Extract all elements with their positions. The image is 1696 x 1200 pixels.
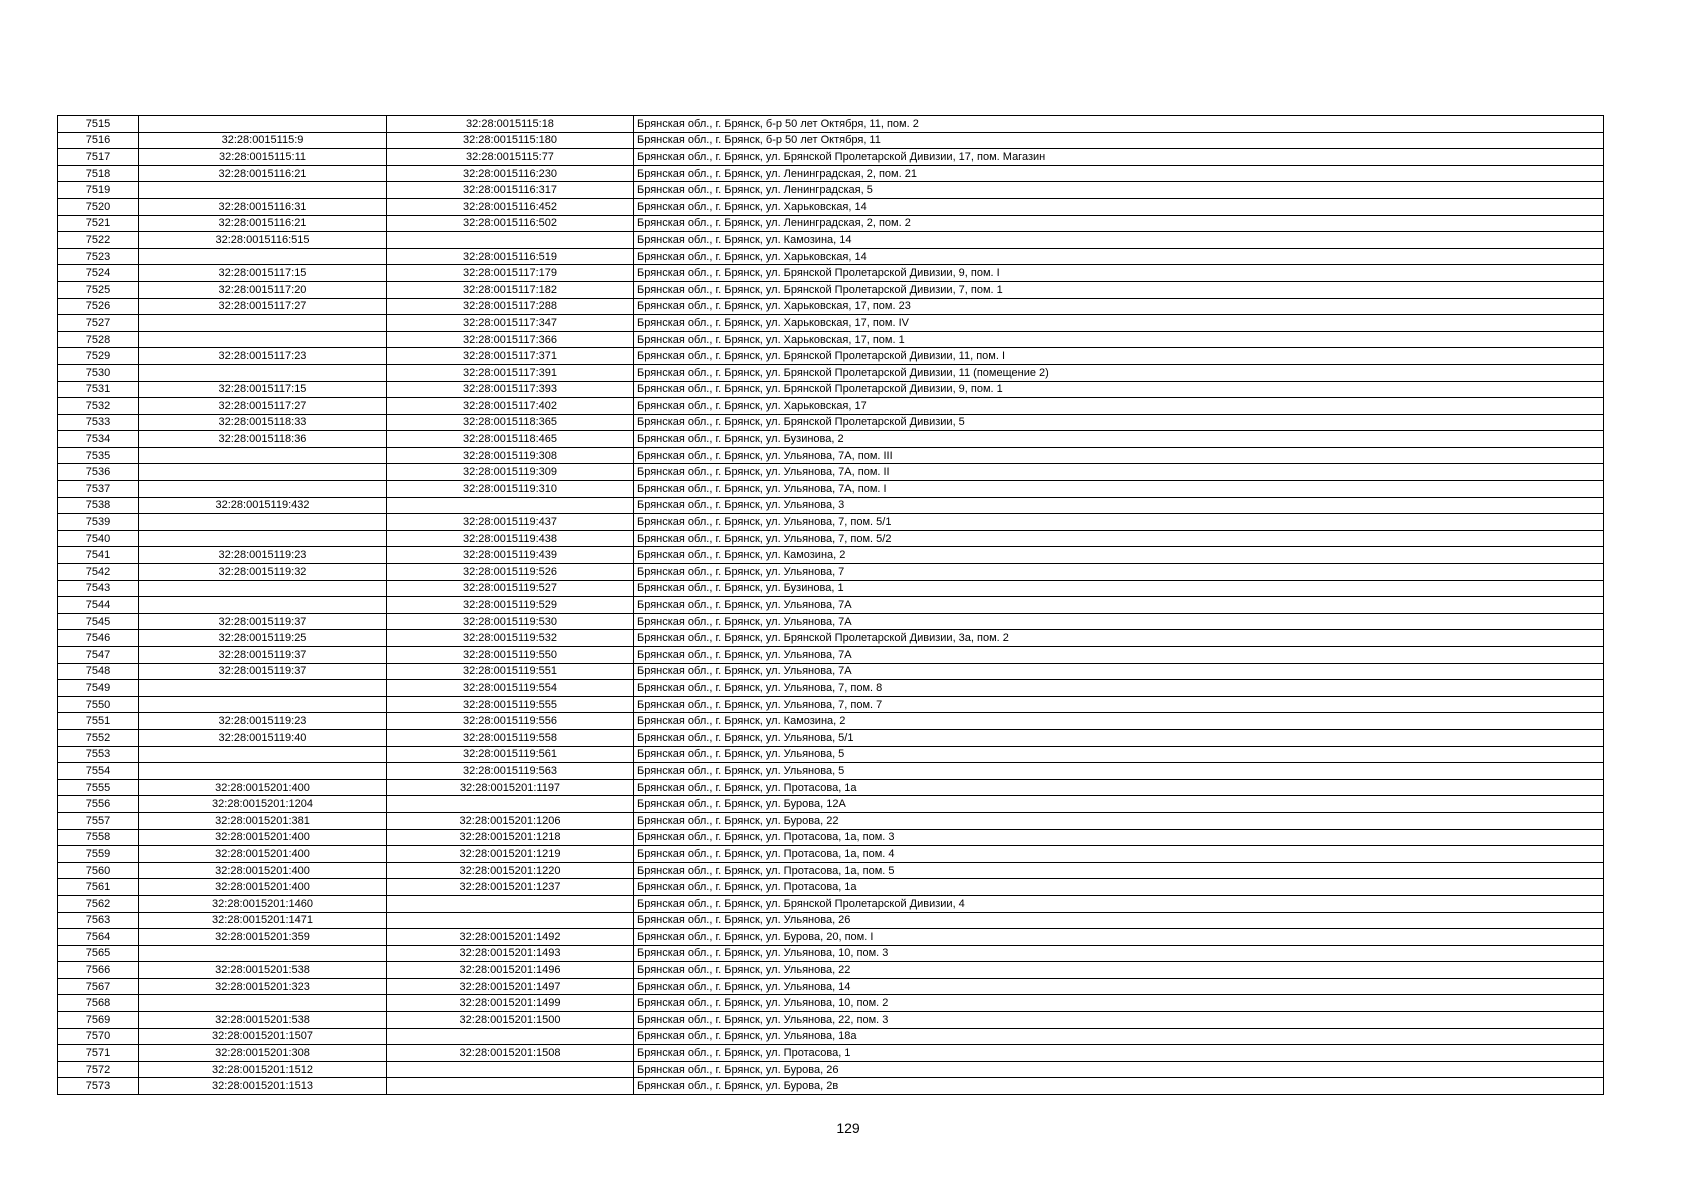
row-number-cell: 7527 xyxy=(58,315,139,332)
table-row xyxy=(58,746,1604,763)
parent-cadastral-number-cell: 32:28:0015119:37 xyxy=(139,613,387,630)
parent-cadastral-number-cell: 32:28:0015119:32 xyxy=(139,564,387,581)
row-number-cell: 7556 xyxy=(58,796,139,813)
parent-cadastral-number-cell xyxy=(139,696,387,713)
address-cell: Брянская обл., г. Брянск, ул. Ульянова, 7А xyxy=(634,663,1604,680)
address-cell: Брянская обл., г. Брянск, ул. Протасова, 1а, пом. 3 xyxy=(634,829,1604,846)
cadastral-number-cell: 32:28:0015116:230 xyxy=(387,165,634,182)
cadastral-number-cell: 32:28:0015117:366 xyxy=(387,331,634,348)
cadastral-number-cell: 32:28:0015201:1508 xyxy=(387,1045,634,1062)
row-number-cell: 7565 xyxy=(58,945,139,962)
parent-cadastral-number-cell: 32:28:0015116:515 xyxy=(139,232,387,249)
table-row xyxy=(58,497,1604,514)
parent-cadastral-number-cell: 32:28:0015119:37 xyxy=(139,663,387,680)
cadastral-number-cell: 32:28:0015119:556 xyxy=(387,713,634,730)
address-cell: Брянская обл., г. Брянск, ул. Бурова, 26 xyxy=(634,1061,1604,1078)
table-row xyxy=(58,647,1604,664)
row-number-cell: 7517 xyxy=(58,149,139,166)
row-number-cell: 7532 xyxy=(58,398,139,415)
cadastral-number-cell xyxy=(387,497,634,514)
row-number-cell: 7528 xyxy=(58,331,139,348)
cadastral-number-cell: 32:28:0015201:1220 xyxy=(387,862,634,879)
cadastral-number-cell: 32:28:0015119:551 xyxy=(387,663,634,680)
table-row xyxy=(58,597,1604,614)
parent-cadastral-number-cell: 32:28:0015201:308 xyxy=(139,1045,387,1062)
address-cell: Брянская обл., г. Брянск, ул. Харьковская, 14 xyxy=(634,248,1604,265)
row-number-cell: 7547 xyxy=(58,647,139,664)
cadastral-number-cell: 32:28:0015115:77 xyxy=(387,149,634,166)
cadastral-number-cell: 32:28:0015201:1496 xyxy=(387,962,634,979)
parent-cadastral-number-cell: 32:28:0015201:1513 xyxy=(139,1078,387,1095)
address-cell: Брянская обл., г. Брянск, ул. Протасова, 1а, пом. 4 xyxy=(634,846,1604,863)
row-number-cell: 7564 xyxy=(58,929,139,946)
cadastral-number-cell: 32:28:0015117:393 xyxy=(387,381,634,398)
cadastral-number-cell: 32:28:0015119:527 xyxy=(387,580,634,597)
cadastral-number-cell: 32:28:0015201:1499 xyxy=(387,995,634,1012)
parent-cadastral-number-cell: 32:28:0015201:1204 xyxy=(139,796,387,813)
cadastral-number-cell xyxy=(387,232,634,249)
table-row xyxy=(58,331,1604,348)
table-row xyxy=(58,1061,1604,1078)
row-number-cell: 7570 xyxy=(58,1028,139,1045)
cadastral-number-cell: 32:28:0015201:1237 xyxy=(387,879,634,896)
parent-cadastral-number-cell: 32:28:0015117:23 xyxy=(139,348,387,365)
row-number-cell: 7572 xyxy=(58,1061,139,1078)
row-number-cell: 7554 xyxy=(58,763,139,780)
table-row xyxy=(58,829,1604,846)
row-number-cell: 7559 xyxy=(58,846,139,863)
address-cell: Брянская обл., г. Брянск, ул. Брянской Пролетарской Дивизии, 11 (помещение 2) xyxy=(634,364,1604,381)
address-cell: Брянская обл., г. Брянск, ул. Ульянова, 22 xyxy=(634,962,1604,979)
address-cell: Брянская обл., г. Брянск, ул. Камозина, 14 xyxy=(634,232,1604,249)
address-cell: Брянская обл., г. Брянск, б-р 50 лет Октября, 11, пом. 2 xyxy=(634,116,1604,133)
row-number-cell: 7552 xyxy=(58,729,139,746)
cadastral-number-cell xyxy=(387,1078,634,1095)
table-row xyxy=(58,1012,1604,1029)
row-number-cell: 7529 xyxy=(58,348,139,365)
address-cell: Брянская обл., г. Брянск, ул. Ульянова, 7А, пом. II xyxy=(634,464,1604,481)
cadastral-number-cell: 32:28:0015119:558 xyxy=(387,729,634,746)
table-row xyxy=(58,182,1604,199)
table-row xyxy=(58,630,1604,647)
row-number-cell: 7544 xyxy=(58,597,139,614)
cadastral-number-cell: 32:28:0015119:529 xyxy=(387,597,634,614)
parent-cadastral-number-cell: 32:28:0015119:37 xyxy=(139,647,387,664)
address-cell: Брянская обл., г. Брянск, ул. Брянской Пролетарской Дивизии, 9, пом. 1 xyxy=(634,381,1604,398)
cadastral-number-cell: 32:28:0015119:561 xyxy=(387,746,634,763)
parent-cadastral-number-cell xyxy=(139,746,387,763)
parent-cadastral-number-cell: 32:28:0015116:31 xyxy=(139,198,387,215)
row-number-cell: 7568 xyxy=(58,995,139,1012)
address-cell: Брянская обл., г. Брянск, ул. Харьковская, 17, пом. IV xyxy=(634,315,1604,332)
address-cell: Брянская обл., г. Брянск, ул. Ленинградская, 2, пом. 21 xyxy=(634,165,1604,182)
parent-cadastral-number-cell: 32:28:0015201:1507 xyxy=(139,1028,387,1045)
cadastral-number-cell: 32:28:0015117:182 xyxy=(387,281,634,298)
row-number-cell: 7563 xyxy=(58,912,139,929)
table-row xyxy=(58,895,1604,912)
cadastral-number-cell: 32:28:0015115:180 xyxy=(387,132,634,149)
parent-cadastral-number-cell: 32:28:0015201:538 xyxy=(139,1012,387,1029)
address-cell: Брянская обл., г. Брянск, ул. Ульянова, 22, пом. 3 xyxy=(634,1012,1604,1029)
address-cell: Брянская обл., г. Брянск, ул. Ленинградская, 2, пом. 2 xyxy=(634,215,1604,232)
parent-cadastral-number-cell: 32:28:0015118:36 xyxy=(139,431,387,448)
parent-cadastral-number-cell xyxy=(139,580,387,597)
cadastral-number-cell: 32:28:0015117:347 xyxy=(387,315,634,332)
cadastral-number-cell: 32:28:0015119:308 xyxy=(387,447,634,464)
row-number-cell: 7519 xyxy=(58,182,139,199)
parent-cadastral-number-cell: 32:28:0015117:27 xyxy=(139,298,387,315)
table-row xyxy=(58,414,1604,431)
table-row xyxy=(58,530,1604,547)
table-row xyxy=(58,912,1604,929)
row-number-cell: 7523 xyxy=(58,248,139,265)
table-row xyxy=(58,613,1604,630)
cadastral-number-cell: 32:28:0015119:563 xyxy=(387,763,634,780)
table-row xyxy=(58,846,1604,863)
parent-cadastral-number-cell xyxy=(139,763,387,780)
row-number-cell: 7567 xyxy=(58,978,139,995)
parent-cadastral-number-cell xyxy=(139,481,387,498)
table-row xyxy=(58,862,1604,879)
parent-cadastral-number-cell: 32:28:0015201:400 xyxy=(139,879,387,896)
row-number-cell: 7525 xyxy=(58,281,139,298)
cadastral-number-cell: 32:28:0015117:391 xyxy=(387,364,634,381)
address-cell: Брянская обл., г. Брянск, ул. Бурова, 22 xyxy=(634,812,1604,829)
address-cell: Брянская обл., г. Брянск, ул. Бурова, 12А xyxy=(634,796,1604,813)
cadastral-number-cell: 32:28:0015119:310 xyxy=(387,481,634,498)
cadastral-number-cell: 32:28:0015116:452 xyxy=(387,198,634,215)
row-number-cell: 7518 xyxy=(58,165,139,182)
table-row xyxy=(58,116,1604,133)
address-cell: Брянская обл., г. Брянск, ул. Ульянова, 5/1 xyxy=(634,729,1604,746)
table-row xyxy=(58,464,1604,481)
cadastral-number-cell: 32:28:0015201:1493 xyxy=(387,945,634,962)
parent-cadastral-number-cell xyxy=(139,464,387,481)
parent-cadastral-number-cell xyxy=(139,182,387,199)
parent-cadastral-number-cell: 32:28:0015119:432 xyxy=(139,497,387,514)
address-cell: Брянская обл., г. Брянск, ул. Ульянова, 7, пом. 5/2 xyxy=(634,530,1604,547)
table-row xyxy=(58,564,1604,581)
table-row xyxy=(58,298,1604,315)
address-cell: Брянская обл., г. Брянск, ул. Ульянова, 10, пом. 2 xyxy=(634,995,1604,1012)
parent-cadastral-number-cell: 32:28:0015119:23 xyxy=(139,547,387,564)
cadastral-number-cell: 32:28:0015116:317 xyxy=(387,182,634,199)
address-cell: Брянская обл., г. Брянск, ул. Ульянова, 7, пом. 7 xyxy=(634,696,1604,713)
address-cell: Брянская обл., г. Брянск, ул. Брянской Пролетарской Дивизии, 5 xyxy=(634,414,1604,431)
cadastral-number-cell: 32:28:0015201:1197 xyxy=(387,779,634,796)
parent-cadastral-number-cell: 32:28:0015201:1471 xyxy=(139,912,387,929)
table-row xyxy=(58,696,1604,713)
table-row xyxy=(58,978,1604,995)
row-number-cell: 7540 xyxy=(58,530,139,547)
parent-cadastral-number-cell xyxy=(139,995,387,1012)
row-number-cell: 7569 xyxy=(58,1012,139,1029)
parent-cadastral-number-cell: 32:28:0015119:23 xyxy=(139,713,387,730)
cadastral-number-cell: 32:28:0015118:365 xyxy=(387,414,634,431)
row-number-cell: 7550 xyxy=(58,696,139,713)
row-number-cell: 7538 xyxy=(58,497,139,514)
cadastral-number-cell xyxy=(387,895,634,912)
parent-cadastral-number-cell: 32:28:0015117:27 xyxy=(139,398,387,415)
parent-cadastral-number-cell: 32:28:0015118:33 xyxy=(139,414,387,431)
cadastral-number-cell: 32:28:0015119:309 xyxy=(387,464,634,481)
table-row xyxy=(58,663,1604,680)
address-cell: Брянская обл., г. Брянск, ул. Брянской Пролетарской Дивизии, 7, пом. 1 xyxy=(634,281,1604,298)
address-cell: Брянская обл., г. Брянск, ул. Брянской Пролетарской Дивизии, 4 xyxy=(634,895,1604,912)
address-cell: Брянская обл., г. Брянск, ул. Харьковская, 17 xyxy=(634,398,1604,415)
address-cell: Брянская обл., г. Брянск, ул. Ленинградская, 5 xyxy=(634,182,1604,199)
page-number: 129 xyxy=(836,1120,860,1136)
table-row xyxy=(58,1045,1604,1062)
address-cell: Брянская обл., г. Брянск, ул. Бурова, 2в xyxy=(634,1078,1604,1095)
table-row xyxy=(58,132,1604,149)
table-row xyxy=(58,680,1604,697)
row-number-cell: 7562 xyxy=(58,895,139,912)
address-cell: Брянская обл., г. Брянск, б-р 50 лет Октября, 11 xyxy=(634,132,1604,149)
cadastral-number-cell: 32:28:0015119:550 xyxy=(387,647,634,664)
parent-cadastral-number-cell: 32:28:0015119:25 xyxy=(139,630,387,647)
row-number-cell: 7524 xyxy=(58,265,139,282)
parent-cadastral-number-cell xyxy=(139,597,387,614)
cadastral-number-cell: 32:28:0015201:1497 xyxy=(387,978,634,995)
table-row xyxy=(58,763,1604,780)
cadastral-number-cell: 32:28:0015116:519 xyxy=(387,248,634,265)
cadastral-number-cell: 32:28:0015201:1219 xyxy=(387,846,634,863)
row-number-cell: 7542 xyxy=(58,564,139,581)
table-row xyxy=(58,447,1604,464)
row-number-cell: 7551 xyxy=(58,713,139,730)
cadastral-number-cell: 32:28:0015201:1206 xyxy=(387,812,634,829)
table-row xyxy=(58,398,1604,415)
table-row xyxy=(58,265,1604,282)
row-number-cell: 7531 xyxy=(58,381,139,398)
table-row xyxy=(58,995,1604,1012)
parent-cadastral-number-cell: 32:28:0015117:20 xyxy=(139,281,387,298)
cadastral-number-cell: 32:28:0015119:530 xyxy=(387,613,634,630)
address-cell: Брянская обл., г. Брянск, ул. Ульянова, 7 xyxy=(634,564,1604,581)
parent-cadastral-number-cell xyxy=(139,116,387,133)
row-number-cell: 7549 xyxy=(58,680,139,697)
cadastral-number-cell: 32:28:0015117:179 xyxy=(387,265,634,282)
parent-cadastral-number-cell: 32:28:0015201:381 xyxy=(139,812,387,829)
row-number-cell: 7516 xyxy=(58,132,139,149)
row-number-cell: 7548 xyxy=(58,663,139,680)
row-number-cell: 7555 xyxy=(58,779,139,796)
cadastral-number-cell: 32:28:0015119:438 xyxy=(387,530,634,547)
row-number-cell: 7543 xyxy=(58,580,139,597)
row-number-cell: 7534 xyxy=(58,431,139,448)
row-number-cell: 7535 xyxy=(58,447,139,464)
address-cell: Брянская обл., г. Брянск, ул. Ульянова, 7А xyxy=(634,613,1604,630)
table-row xyxy=(58,514,1604,531)
row-number-cell: 7553 xyxy=(58,746,139,763)
row-number-cell: 7546 xyxy=(58,630,139,647)
row-number-cell: 7566 xyxy=(58,962,139,979)
row-number-cell: 7561 xyxy=(58,879,139,896)
cadastral-number-cell xyxy=(387,1028,634,1045)
row-number-cell: 7558 xyxy=(58,829,139,846)
address-cell: Брянская обл., г. Брянск, ул. Протасова, 1а xyxy=(634,879,1604,896)
table-row xyxy=(58,812,1604,829)
cadastral-number-cell: 32:28:0015119:555 xyxy=(387,696,634,713)
table-row xyxy=(58,779,1604,796)
table-row xyxy=(58,1028,1604,1045)
address-cell: Брянская обл., г. Брянск, ул. Ульянова, 7, пом. 5/1 xyxy=(634,514,1604,531)
address-cell: Брянская обл., г. Брянск, ул. Протасова, 1 xyxy=(634,1045,1604,1062)
table-row xyxy=(58,232,1604,249)
parent-cadastral-number-cell xyxy=(139,514,387,531)
cadastral-number-cell: 32:28:0015116:502 xyxy=(387,215,634,232)
parent-cadastral-number-cell: 32:28:0015116:21 xyxy=(139,215,387,232)
address-cell: Брянская обл., г. Брянск, ул. Ульянова, 7А xyxy=(634,647,1604,664)
row-number-cell: 7522 xyxy=(58,232,139,249)
table-row xyxy=(58,248,1604,265)
parent-cadastral-number-cell: 32:28:0015116:21 xyxy=(139,165,387,182)
cadastral-number-cell: 32:28:0015201:1218 xyxy=(387,829,634,846)
address-cell: Брянская обл., г. Брянск, ул. Ульянова, 3 xyxy=(634,497,1604,514)
row-number-cell: 7571 xyxy=(58,1045,139,1062)
table-row xyxy=(58,796,1604,813)
cadastral-number-cell: 32:28:0015115:18 xyxy=(387,116,634,133)
address-cell: Брянская обл., г. Брянск, ул. Ульянова, 5 xyxy=(634,763,1604,780)
parent-cadastral-number-cell: 32:28:0015201:1460 xyxy=(139,895,387,912)
row-number-cell: 7521 xyxy=(58,215,139,232)
cadastral-number-cell: 32:28:0015119:532 xyxy=(387,630,634,647)
parent-cadastral-number-cell xyxy=(139,680,387,697)
cadastral-number-cell: 32:28:0015118:465 xyxy=(387,431,634,448)
address-cell: Брянская обл., г. Брянск, ул. Харьковская, 17, пом. 23 xyxy=(634,298,1604,315)
cadastral-number-cell: 32:28:0015117:402 xyxy=(387,398,634,415)
cadastral-number-cell: 32:28:0015119:526 xyxy=(387,564,634,581)
table-row xyxy=(58,962,1604,979)
address-cell: Брянская обл., г. Брянск, ул. Харьковская, 14 xyxy=(634,198,1604,215)
address-cell: Брянская обл., г. Брянск, ул. Бузинова, 1 xyxy=(634,580,1604,597)
row-number-cell: 7530 xyxy=(58,364,139,381)
row-number-cell: 7545 xyxy=(58,613,139,630)
table-row xyxy=(58,215,1604,232)
parent-cadastral-number-cell xyxy=(139,315,387,332)
parent-cadastral-number-cell xyxy=(139,447,387,464)
address-cell: Брянская обл., г. Брянск, ул. Ульянова, 5 xyxy=(634,746,1604,763)
parent-cadastral-number-cell: 32:28:0015115:11 xyxy=(139,149,387,166)
address-cell: Брянская обл., г. Брянск, ул. Камозина, 2 xyxy=(634,713,1604,730)
address-cell: Брянская обл., г. Брянск, ул. Протасова, 1а, пом. 5 xyxy=(634,862,1604,879)
table-row xyxy=(58,580,1604,597)
cadastral-number-cell xyxy=(387,796,634,813)
address-cell: Брянская обл., г. Брянск, ул. Ульянова, 7, пом. 8 xyxy=(634,680,1604,697)
row-number-cell: 7515 xyxy=(58,116,139,133)
table-row xyxy=(58,281,1604,298)
parent-cadastral-number-cell: 32:28:0015119:40 xyxy=(139,729,387,746)
parent-cadastral-number-cell xyxy=(139,530,387,547)
cadastral-number-cell: 32:28:0015119:554 xyxy=(387,680,634,697)
address-cell: Брянская обл., г. Брянск, ул. Бурова, 20, пом. I xyxy=(634,929,1604,946)
table-row xyxy=(58,1078,1604,1095)
property-table-body xyxy=(58,116,1604,1095)
row-number-cell: 7539 xyxy=(58,514,139,531)
address-cell: Брянская обл., г. Брянск, ул. Ульянова, 26 xyxy=(634,912,1604,929)
table-row xyxy=(58,729,1604,746)
address-cell: Брянская обл., г. Брянск, ул. Протасова, 1а xyxy=(634,779,1604,796)
parent-cadastral-number-cell: 32:28:0015201:400 xyxy=(139,862,387,879)
parent-cadastral-number-cell: 32:28:0015201:323 xyxy=(139,978,387,995)
parent-cadastral-number-cell xyxy=(139,364,387,381)
property-table xyxy=(57,115,1604,1095)
row-number-cell: 7557 xyxy=(58,812,139,829)
table-row xyxy=(58,929,1604,946)
parent-cadastral-number-cell xyxy=(139,248,387,265)
address-cell: Брянская обл., г. Брянск, ул. Ульянова, 7А, пом. I xyxy=(634,481,1604,498)
table-row xyxy=(58,381,1604,398)
table-row xyxy=(58,547,1604,564)
parent-cadastral-number-cell: 32:28:0015201:400 xyxy=(139,779,387,796)
row-number-cell: 7533 xyxy=(58,414,139,431)
table-row xyxy=(58,315,1604,332)
table-row xyxy=(58,879,1604,896)
parent-cadastral-number-cell: 32:28:0015117:15 xyxy=(139,265,387,282)
table-row xyxy=(58,713,1604,730)
table-row xyxy=(58,945,1604,962)
table-row xyxy=(58,364,1604,381)
row-number-cell: 7573 xyxy=(58,1078,139,1095)
address-cell: Брянская обл., г. Брянск, ул. Брянской Пролетарской Дивизии, 11, пом. I xyxy=(634,348,1604,365)
row-number-cell: 7541 xyxy=(58,547,139,564)
table-row xyxy=(58,165,1604,182)
table-row xyxy=(58,431,1604,448)
address-cell: Брянская обл., г. Брянск, ул. Харьковская, 17, пом. 1 xyxy=(634,331,1604,348)
row-number-cell: 7537 xyxy=(58,481,139,498)
parent-cadastral-number-cell: 32:28:0015201:400 xyxy=(139,829,387,846)
address-cell: Брянская обл., г. Брянск, ул. Брянской Пролетарской Дивизии, 9, пом. I xyxy=(634,265,1604,282)
address-cell: Брянская обл., г. Брянск, ул. Ульянова, 7А, пом. III xyxy=(634,447,1604,464)
row-number-cell: 7526 xyxy=(58,298,139,315)
cadastral-number-cell: 32:28:0015201:1492 xyxy=(387,929,634,946)
table-row xyxy=(58,149,1604,166)
cadastral-number-cell: 32:28:0015117:288 xyxy=(387,298,634,315)
parent-cadastral-number-cell: 32:28:0015201:400 xyxy=(139,846,387,863)
address-cell: Брянская обл., г. Брянск, ул. Ульянова, 18а xyxy=(634,1028,1604,1045)
parent-cadastral-number-cell: 32:28:0015117:15 xyxy=(139,381,387,398)
table-row xyxy=(58,481,1604,498)
row-number-cell: 7536 xyxy=(58,464,139,481)
address-cell: Брянская обл., г. Брянск, ул. Брянской Пролетарской Дивизии, 3а, пом. 2 xyxy=(634,630,1604,647)
cadastral-number-cell: 32:28:0015119:439 xyxy=(387,547,634,564)
address-cell: Брянская обл., г. Брянск, ул. Камозина, 2 xyxy=(634,547,1604,564)
parent-cadastral-number-cell: 32:28:0015201:538 xyxy=(139,962,387,979)
table-row xyxy=(58,348,1604,365)
parent-cadastral-number-cell xyxy=(139,945,387,962)
address-cell: Брянская обл., г. Брянск, ул. Брянской Пролетарской Дивизии, 17, пом. Магазин xyxy=(634,149,1604,166)
address-cell: Брянская обл., г. Брянск, ул. Ульянова, 10, пом. 3 xyxy=(634,945,1604,962)
cadastral-number-cell: 32:28:0015117:371 xyxy=(387,348,634,365)
row-number-cell: 7560 xyxy=(58,862,139,879)
cadastral-number-cell xyxy=(387,1061,634,1078)
address-cell: Брянская обл., г. Брянск, ул. Бузинова, 2 xyxy=(634,431,1604,448)
parent-cadastral-number-cell: 32:28:0015201:1512 xyxy=(139,1061,387,1078)
row-number-cell: 7520 xyxy=(58,198,139,215)
parent-cadastral-number-cell: 32:28:0015201:359 xyxy=(139,929,387,946)
table-row xyxy=(58,198,1604,215)
parent-cadastral-number-cell xyxy=(139,331,387,348)
parent-cadastral-number-cell: 32:28:0015115:9 xyxy=(139,132,387,149)
address-cell: Брянская обл., г. Брянск, ул. Ульянова, 7А xyxy=(634,597,1604,614)
cadastral-number-cell: 32:28:0015119:437 xyxy=(387,514,634,531)
address-cell: Брянская обл., г. Брянск, ул. Ульянова, 14 xyxy=(634,978,1604,995)
cadastral-number-cell: 32:28:0015201:1500 xyxy=(387,1012,634,1029)
cadastral-number-cell xyxy=(387,912,634,929)
